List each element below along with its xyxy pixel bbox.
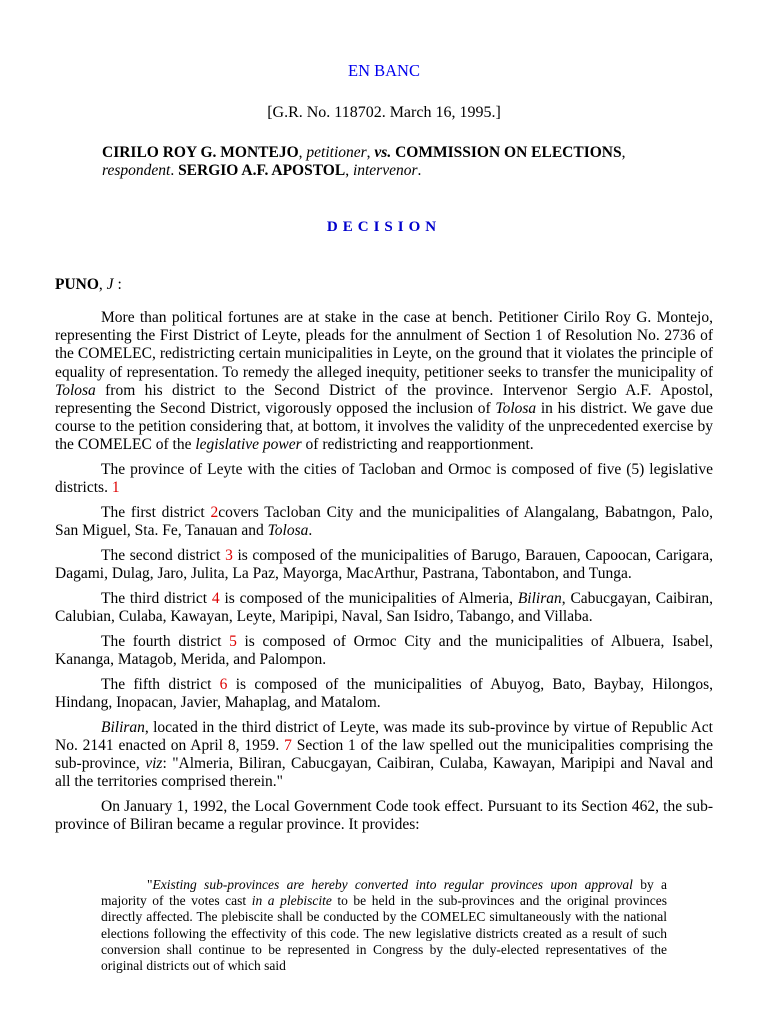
footnote-link-3[interactable]: 3 bbox=[225, 546, 233, 564]
decision-body bbox=[55, 309, 713, 841]
versus: vs. bbox=[374, 144, 392, 161]
respondent-name: COMMISSION ON ELECTIONS bbox=[395, 144, 622, 161]
paragraph-5: The third district 4 is composed of the municipalities of Almeria, Biliran, Cabucgayan, Caibiran, Calubian, Culaba, Kawayan, Leyte, Maripipi, Naval, San Isidro, Tabango, and Villaba. bbox=[55, 589, 714, 626]
ponente-suffix: J bbox=[106, 276, 114, 293]
respondent-role: respondent bbox=[102, 162, 171, 179]
case-number: [G.R. No. 118702. March 16, 1995.] bbox=[267, 104, 501, 121]
decision-heading: DECISION bbox=[326, 219, 442, 235]
petitioner-name: CIRILO ROY G. MONTEJO bbox=[102, 144, 299, 161]
paragraph-3: The first district 2covers Tacloban City and the municipalities of Alangalang, Babatngon, Palo, San Miguel, Sta. Fe, Tanauan and Tolosa. bbox=[55, 504, 713, 540]
paragraph-7: The fifth district 6 is composed of the municipalities of Abuyog, Bato, Baybay, Hilongos, Hindang, Inopacan, Javier, Mahaplag, and Matalom. bbox=[55, 675, 713, 711]
footnote-link-2[interactable]: 2 bbox=[210, 504, 219, 522]
ponente: PUNO, J : bbox=[55, 276, 122, 293]
court-division-link[interactable]: EN BANC bbox=[348, 61, 420, 80]
ponente-name: PUNO bbox=[55, 276, 99, 293]
paragraph-1: More than political fortunes are at stake in the case at bench. Petitioner Cirilo Roy G. Montejo, representing the First District of Leyte, pleads for the annulment of Section 1 of Resolution No. 2736 of the COMELEC, redistricting certain municipalities in Leyte, on the ground that it violates the principle of equality of representation. To remedy the alleged inequity, petitioner seeks to transfer the municipality of Tolosa from his district to the Second District of the province. Intervenor Sergio A.F. Apostol, representing the Second District, vigorously opposed the inclusion of Tolosa in his district. We gave due course to the petition considering that, at bottom, it involves the validity of the unprecedented exercise by the COMELEC of the legislative power of redistricting and reapportionment. bbox=[55, 309, 713, 454]
footnote-link-5[interactable]: 5 bbox=[229, 632, 237, 650]
footnote-link-1[interactable]: 1 bbox=[111, 479, 120, 497]
footnote-link-6[interactable]: 6 bbox=[219, 675, 228, 693]
paragraph-2: The province of Leyte with the cities of Tacloban and Ormoc is composed of five (5) legislative districts. 1 bbox=[55, 461, 713, 497]
intervenor-name: SERGIO A.F. APOSTOL bbox=[178, 162, 346, 179]
paragraph-8: Biliran, located in the third district of Leyte, was made its sub-province by virtue of Republic Act No. 2141 enacted on April 8, 1959. 7 Section 1 of the law spelled out the municipalities comprising the sub-province, viz: "Almeria, Biliran, Cabucgayan, Caibiran, Culaba, Kawayan, Maripipi and Naval and all the territories comprised therein." bbox=[55, 718, 714, 791]
paragraph-6: The fourth district 5 is composed of Ormoc City and the municipalities of Albuera, Isabel, Kananga, Matagob, Merida, and Palompon. bbox=[55, 632, 713, 668]
footnote-link-4[interactable]: 4 bbox=[211, 589, 220, 607]
intervenor-role: intervenor bbox=[352, 162, 418, 179]
case-parties: CIRILO ROY G. MONTEJO, petitioner, vs. COMMISSION ON ELECTIONS, respondent. SERGIO A.F. APOSTOL, intervenor. bbox=[102, 144, 626, 179]
paragraph-9: On January 1, 1992, the Local Government Code took effect. Pursuant to its Section 462, the sub-province of Biliran became a regular province. It provides: bbox=[55, 797, 713, 834]
petitioner-role: petitioner bbox=[306, 144, 367, 161]
footnote-link-7[interactable]: 7 bbox=[284, 736, 292, 754]
block-quote: "Existing sub-provinces are hereby converted into regular provinces upon approval by a majority of the votes cast in a plebiscite to be held in the sub-provinces and the original provinces directly affected. The plebiscite shall be conducted by the COMELEC simultaneously with the national elections following the effectivity of this code. The new legislative districts created as a result of such conversion shall continue to be represented in Congress by the duly-elected representatives of the original districts out of which said bbox=[101, 877, 668, 974]
paragraph-4: The second district 3 is composed of the municipalities of Barugo, Barauen, Capoocan, Carigara, Dagami, Dulag, Jaro, Julita, La Paz, Mayorga, MacArthur, Pastrana, Tabontabon, and Tunga. bbox=[55, 546, 713, 583]
